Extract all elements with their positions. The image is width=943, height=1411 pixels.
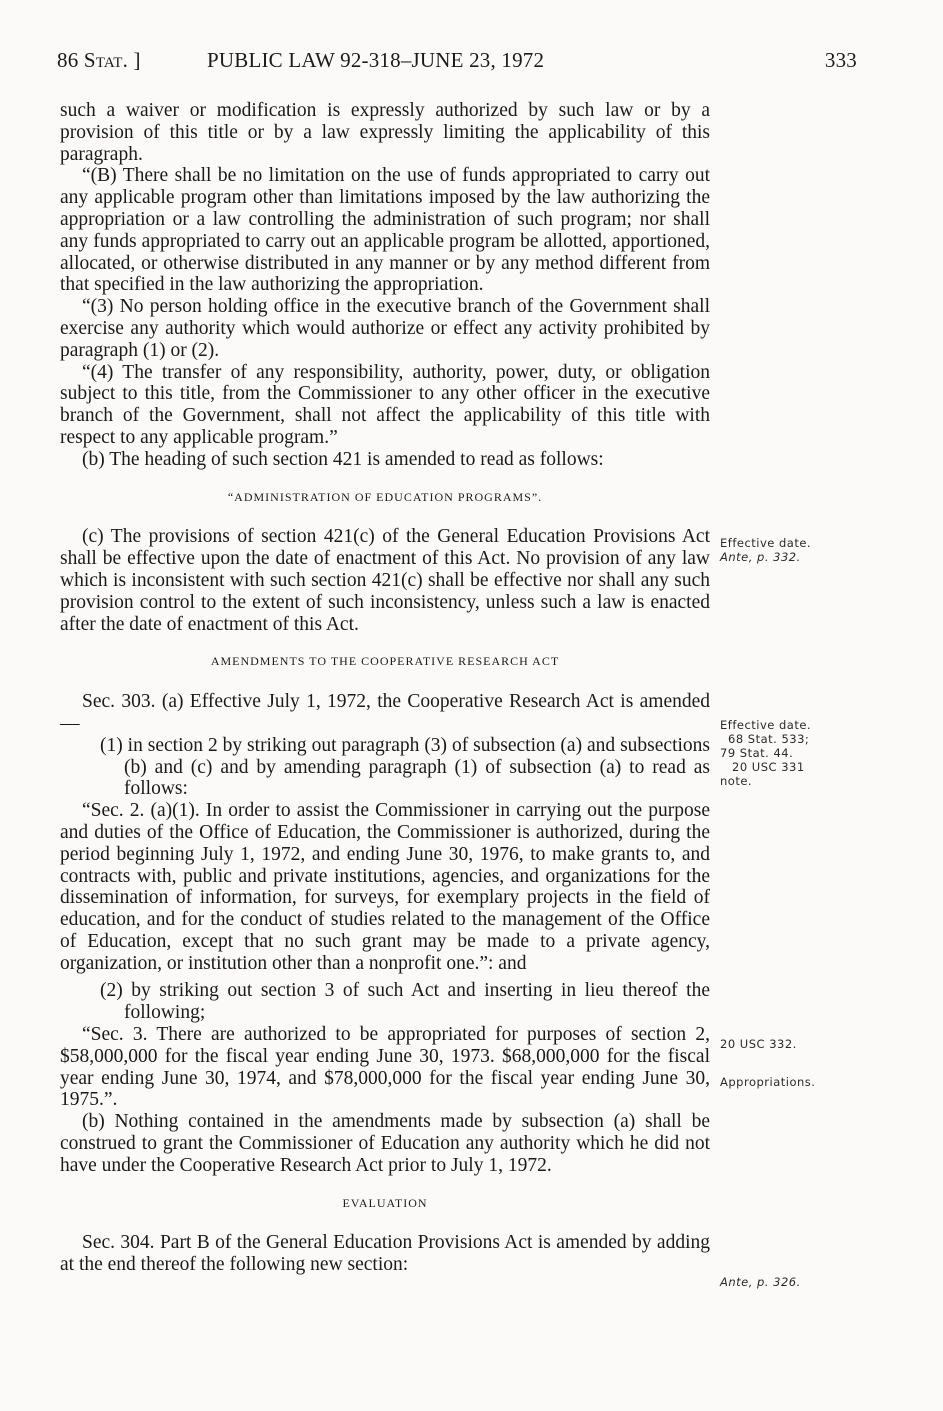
paragraph: such a waiver or modification is expressly authorized by such law or by a provision of this title or by a law expressly limiting the applicability of this paragraph. <box>60 100 710 165</box>
paragraph: Sec. 304. Part B of the General Education Provisions Act is amended by adding at the end thereof the following new section: <box>60 1232 710 1276</box>
margin-note-line: 20 USC 332. <box>720 1037 797 1051</box>
margin-note-line: Appropriations. <box>720 1075 816 1089</box>
paragraph: (b) The heading of such section 421 is amended to read as follows: <box>82 448 604 470</box>
header-statute-ref: 86 Stat. ] <box>57 48 141 72</box>
paragraph: Sec. 303. (a) Effective July 1, 1972, the Cooperative Research Act is amended— <box>60 691 710 734</box>
section-heading: EVALUATION <box>342 1195 428 1210</box>
margin-note <box>720 718 920 788</box>
margin-note-line: 20 USC 331 <box>732 760 805 774</box>
body-text <box>60 100 710 1276</box>
margin-note-line: Effective date. <box>720 718 812 732</box>
margin-note-line: Ante, p. 332. <box>720 550 801 564</box>
paragraph: “(4) The transfer of any responsibility, authority, power, duty, or obligation subject to this title, from the Commissioner to any other officer in the executive branch of the Government, shall not affect the applicability of this title with respect to any applicable program.” <box>60 361 710 448</box>
margin-note-line: 68 Stat. 533; <box>728 732 810 746</box>
paragraph: “Sec. 3. There are authorized to be appropriated for purposes of section 2, $58,000,000 for the fiscal year ending June 30, 1973. $68,000,000 for the fiscal year ending June 30, 1974, and $78,000,000 for the fiscal year ending June 30, 1975.”. <box>60 1024 710 1111</box>
margin-note-line: Ante, p. 326. <box>720 1275 801 1289</box>
paragraph: “(B) There shall be no limitation on the use of funds appropriated to carry out any applicable program other than limitations imposed by the law authorizing the appropriation or a law controlling the administration of such program; nor shall any funds appropriated to carry out an applicable program be allotted, apportioned, allocated, or otherwise distributed in any manner or by any method different from that specified in the law authorizing the appropriation. <box>60 165 710 296</box>
page-header <box>57 48 857 80</box>
margin-note <box>720 1275 920 1289</box>
margin-note-line: Effective date. <box>720 536 812 550</box>
paragraph: “Sec. 2. (a)(1). In order to assist the Commissioner in carrying out the purpose and duties of the Office of Education, the Commissioner is authorized, during the period beginning July 1, 1972, and ending June 30, 1976, to make grants to, and contracts with, public and private institutions, agencies, and organizations for the dissemination of information, for surveys, for exemplary projects in the field of education, and for the conduct of studies related to the management of the Office of Education, except that no such grant may be made to a private agency, organization, or institution other than a nonprofit one.”: and <box>60 800 710 974</box>
margin-note <box>720 1075 920 1089</box>
margin-note-line: 79 Stat. 44. <box>720 746 794 760</box>
section-heading-quoted: “ADMINISTRATION OF EDUCATION PROGRAMS”. <box>227 489 543 504</box>
paragraph: (b) Nothing contained in the amendments made by subsection (a) shall be construed to grant the Commissioner of Education any authority which he did not have under the Cooperative Research Act prior to July 1, 1972. <box>60 1111 710 1176</box>
section-heading: AMENDMENTS TO THE COOPERATIVE RESEARCH ACT <box>210 654 560 669</box>
margin-note-line: note. <box>720 774 753 788</box>
header-page-number: 333 <box>824 48 857 72</box>
paragraph: (c) The provisions of section 421(c) of the General Education Provisions Act shall be effective upon the date of enactment of this Act. No provision of any law which is inconsistent with such section 421(c) shall be effective nor shall any such provision control to the extent of such inconsistency, unless such a law is enacted after the date of enactment of this Act. <box>60 526 710 635</box>
paragraph: (2) by striking out section 3 of such Act and inserting in lieu thereof the following; <box>100 980 710 1024</box>
paragraph: “(3) No person holding office in the executive branch of the Government shall exercise any authority which would authorize or effect any activity prohibited by paragraph (1) or (2). <box>60 296 710 361</box>
margin-note <box>720 1037 920 1051</box>
paragraph: (1) in section 2 by striking out paragraph (3) of subsection (a) and subsections (b) and (c) and by amending paragraph (1) of subsection (a) to read as follows: <box>100 734 710 800</box>
header-title: PUBLIC LAW 92-318–JUNE 23, 1972 <box>207 48 545 72</box>
margin-note <box>720 536 920 564</box>
